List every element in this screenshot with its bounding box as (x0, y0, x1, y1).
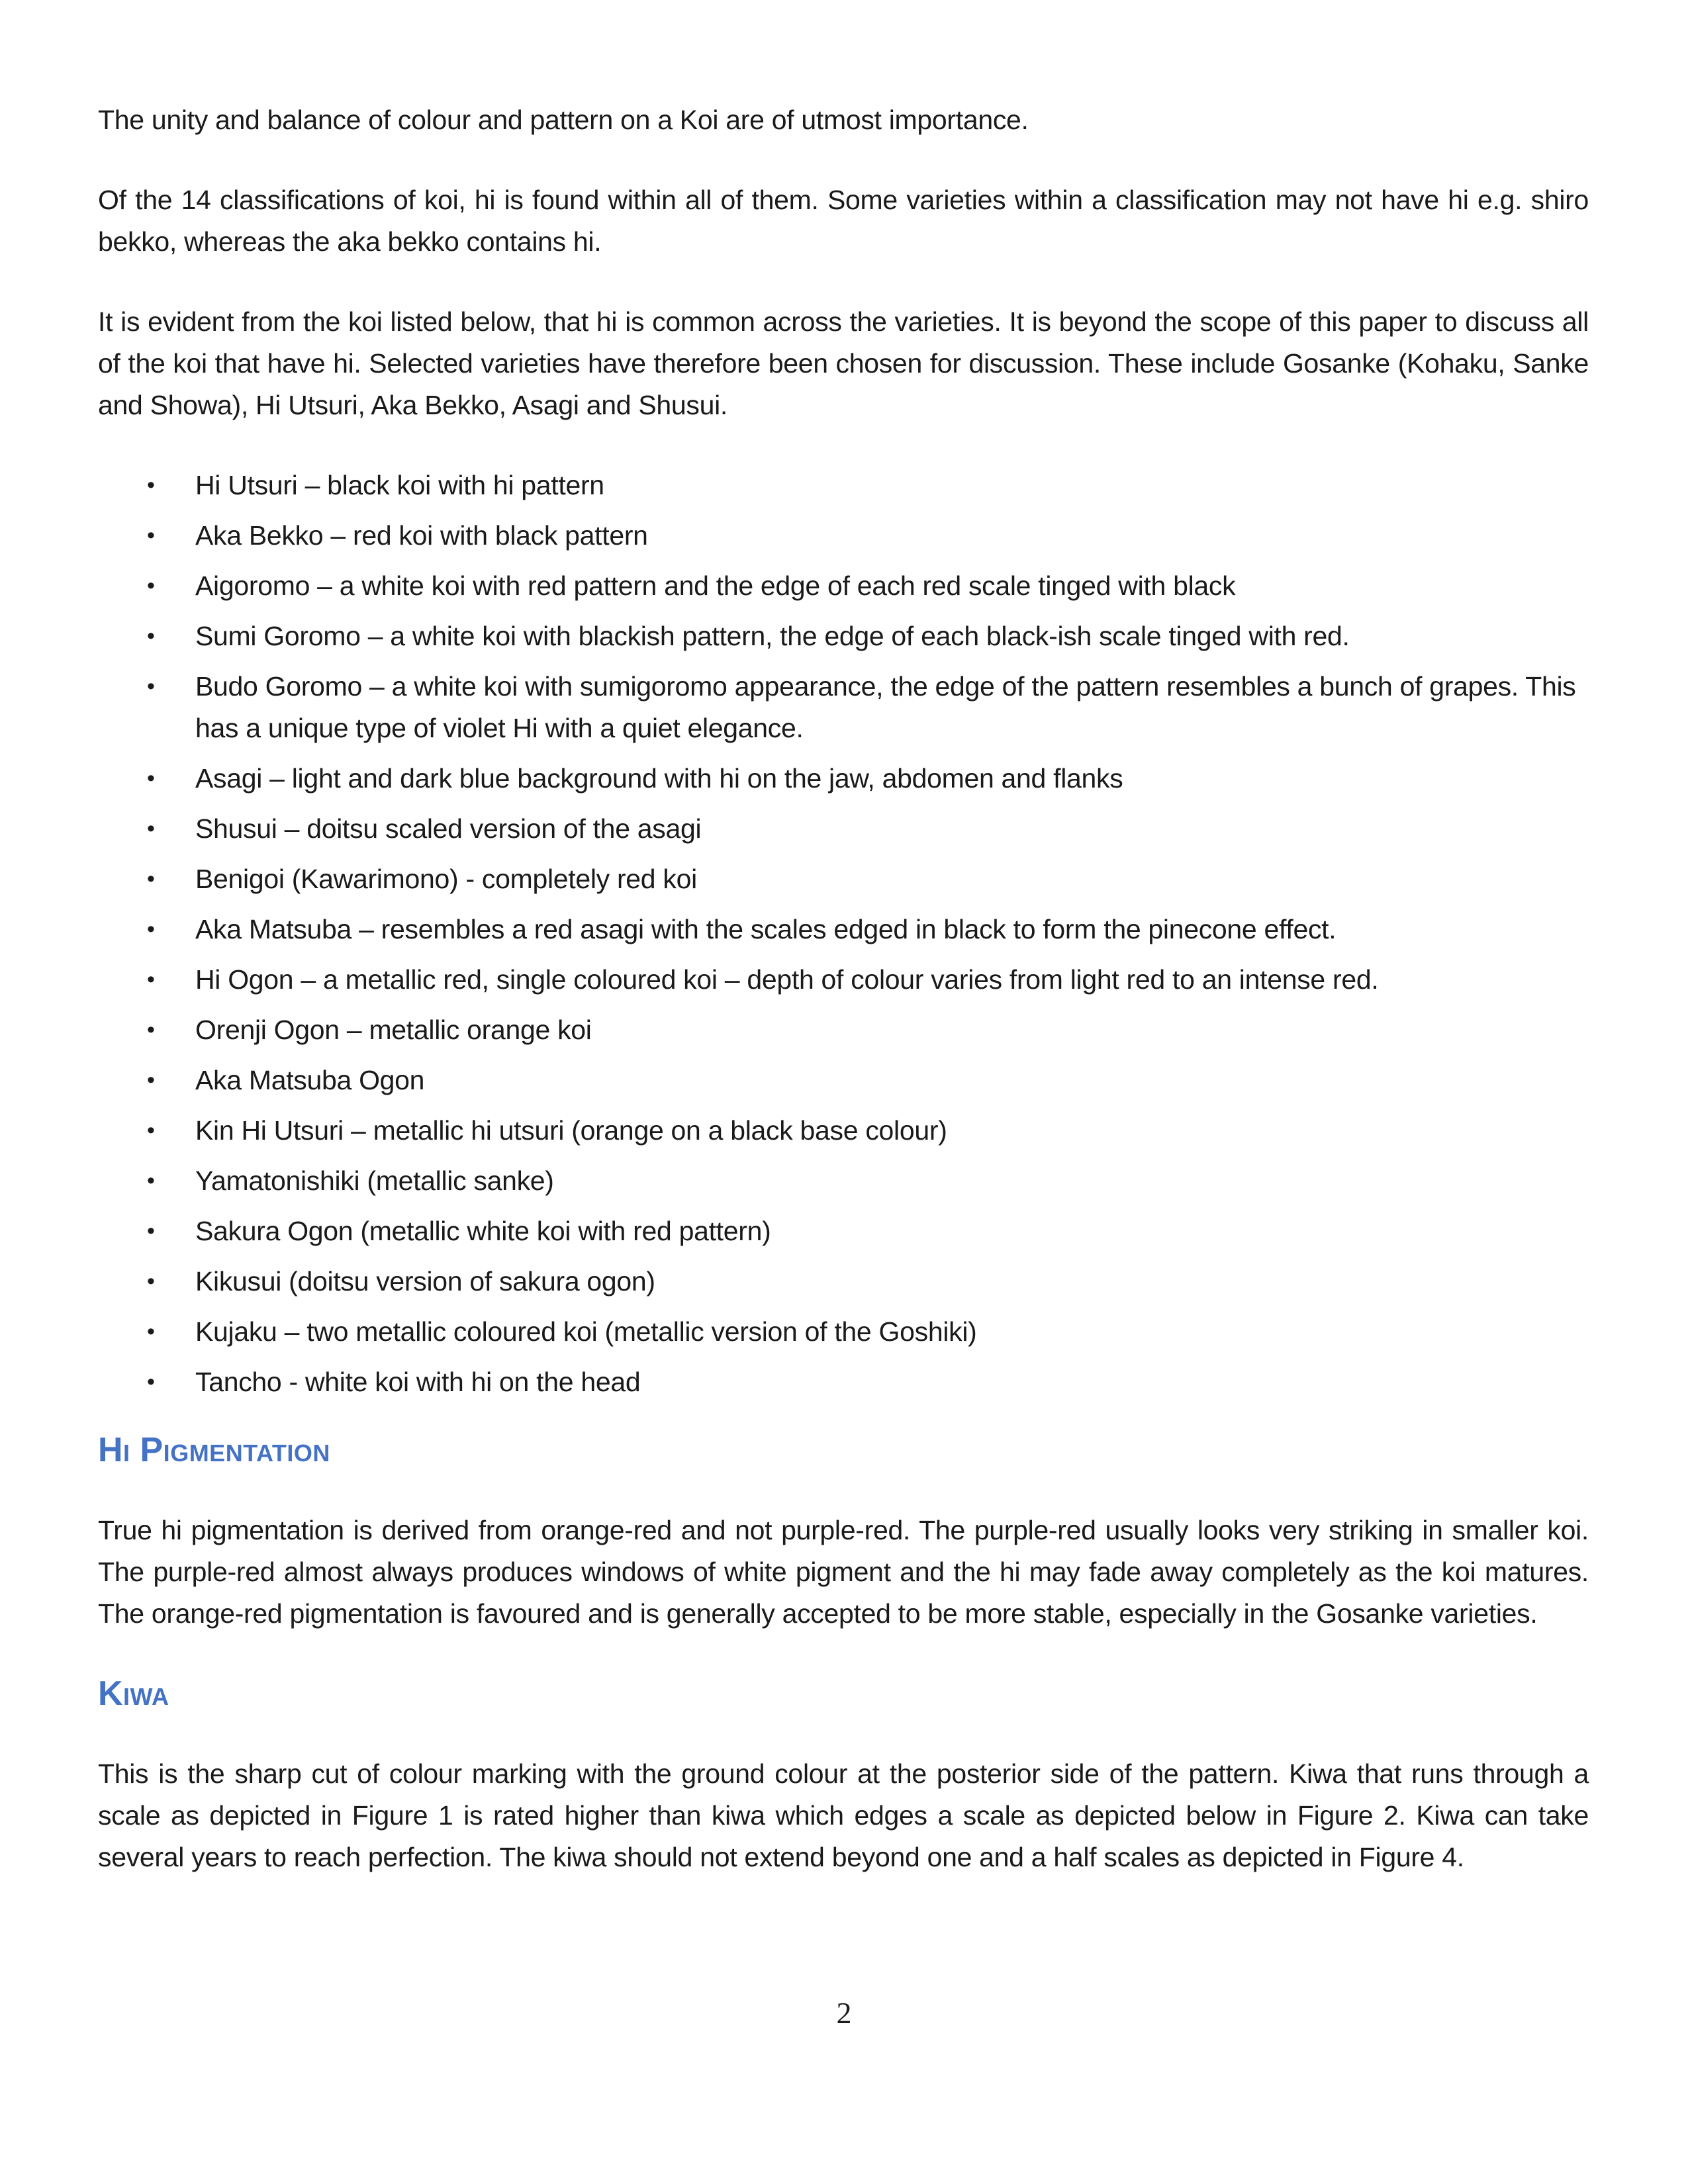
list-item (147, 666, 1589, 749)
page-number: 2 (836, 1996, 852, 2030)
list-item (147, 758, 1589, 799)
bullet-icon: • (147, 1369, 155, 1394)
bullet-icon: • (147, 473, 155, 498)
list-item (147, 1210, 1589, 1252)
page-content (98, 99, 1589, 1917)
list-item (147, 858, 1589, 900)
bullet-icon: • (147, 1319, 155, 1344)
list-item (147, 465, 1589, 506)
list-item (147, 1009, 1589, 1051)
list-item (147, 1261, 1589, 1302)
list-item (147, 1361, 1589, 1403)
bullet-icon: • (147, 1269, 155, 1294)
section-heading-kiwa: Kiwa (98, 1674, 169, 1713)
hi-pigmentation-paragraph: True hi pigmentation is derived from orange-red and not purple-red. The purple-red usually looks very striking in smaller koi. The purple-red almost always produces windows of white pigment and the hi may fade away completely as the koi matures. The orange-red pigmentation is favoured and is generally accepted to be more stable, especially in the Gosanke varieties. (98, 1515, 1589, 1629)
list-item (147, 615, 1589, 657)
list-item-text: Benigoi (Kawarimono) - completely red koi (195, 864, 697, 894)
intro-paragraph-3: It is evident from the koi listed below, that hi is common across the varieties. It is beyond the scope of this paper to discuss all of the koi that have hi. Selected varieties have therefore been chosen for discussion. These include Gosanke (Kohaku, Sanke and Showa), Hi Utsuri, Aka Bekko, Asagi and Shusui. (98, 306, 1589, 420)
list-item-text: Sakura Ogon (metallic white koi with red pattern) (195, 1216, 771, 1246)
list-item-text: Sumi Goromo – a white koi with blackish pattern, the edge of each black-ish scale tinged with red. (195, 621, 1350, 651)
list-item-text: Aka Matsuba Ogon (195, 1065, 425, 1095)
list-item (147, 515, 1589, 557)
bullet-icon: • (147, 816, 155, 841)
list-item-text: Budo Goromo – a white koi with sumigoromo appearance, the edge of the pattern resembles a bunch of grapes. This has a unique type of violet Hi with a quiet elegance. (195, 671, 1576, 743)
bullet-icon: • (147, 1168, 155, 1193)
list-item (147, 909, 1589, 950)
list-item-text: Shusui – doitsu scaled version of the asagi (195, 813, 702, 844)
bullet-icon: • (147, 917, 155, 942)
list-item-text: Aigoromo – a white koi with red pattern and the edge of each red scale tinged with black (195, 570, 1236, 601)
bullet-icon: • (147, 1068, 155, 1093)
list-item-text: Tancho - white koi with hi on the head (195, 1367, 641, 1397)
list-item-text: Orenji Ogon – metallic orange koi (195, 1015, 592, 1045)
list-item (147, 565, 1589, 607)
list-item-text: Yamatonishiki (metallic sanke) (195, 1165, 554, 1196)
list-item-text: Aka Matsuba – resembles a red asagi with the scales edged in black to form the pinecone effect. (195, 914, 1336, 944)
bullet-icon: • (147, 967, 155, 992)
intro-paragraph-2: Of the 14 classifications of koi, hi is found within all of them. Some varieties within a classification may not have hi e.g. shiro bekko, whereas the aka bekko contains hi. (98, 185, 1589, 257)
bullet-icon: • (147, 866, 155, 891)
list-item (147, 1060, 1589, 1101)
bullet-icon: • (147, 1118, 155, 1143)
bullet-icon: • (147, 523, 155, 548)
list-item (147, 1311, 1589, 1353)
list-item (147, 808, 1589, 850)
bullet-icon: • (147, 1218, 155, 1244)
list-item-text: Asagi – light and dark blue background with hi on the jaw, abdomen and flanks (195, 763, 1123, 794)
kiwa-paragraph: This is the sharp cut of colour marking with the ground colour at the posterior side of the pattern. Kiwa that runs through a scale as depicted in Figure 1 is rated higher than kiwa which edges a scale as depicted below in Figure 2. Kiwa can take several years to reach perfection. The kiwa should not extend beyond one and a half scales as depicted in Figure 4. (98, 1758, 1589, 1872)
list-item (147, 1110, 1589, 1152)
bullet-icon: • (147, 1017, 155, 1042)
list-item-text: Kujaku – two metallic coloured koi (metallic version of the Goshiki) (195, 1316, 977, 1347)
bullet-icon: • (147, 766, 155, 791)
bullet-icon: • (147, 573, 155, 598)
bullet-icon: • (147, 623, 155, 649)
list-item-text: Kin Hi Utsuri – metallic hi utsuri (orange on a black base colour) (195, 1115, 947, 1146)
list-item-text: Kikusui (doitsu version of sakura ogon) (195, 1266, 655, 1297)
section-heading-hi-pigmentation: Hi Pigmentation (98, 1431, 330, 1469)
list-item-text: Hi Utsuri – black koi with hi pattern (195, 470, 604, 500)
list-item (147, 1160, 1589, 1202)
list-item (147, 959, 1589, 1001)
intro-paragraph-1: The unity and balance of colour and pattern on a Koi are of utmost importance. (98, 105, 1029, 135)
list-item-text: Aka Bekko – red koi with black pattern (195, 520, 648, 551)
list-item-text: Hi Ogon – a metallic red, single coloured koi – depth of colour varies from light red to an intense red. (195, 964, 1379, 995)
bullet-icon: • (147, 674, 155, 699)
koi-variety-list (98, 465, 1589, 1403)
